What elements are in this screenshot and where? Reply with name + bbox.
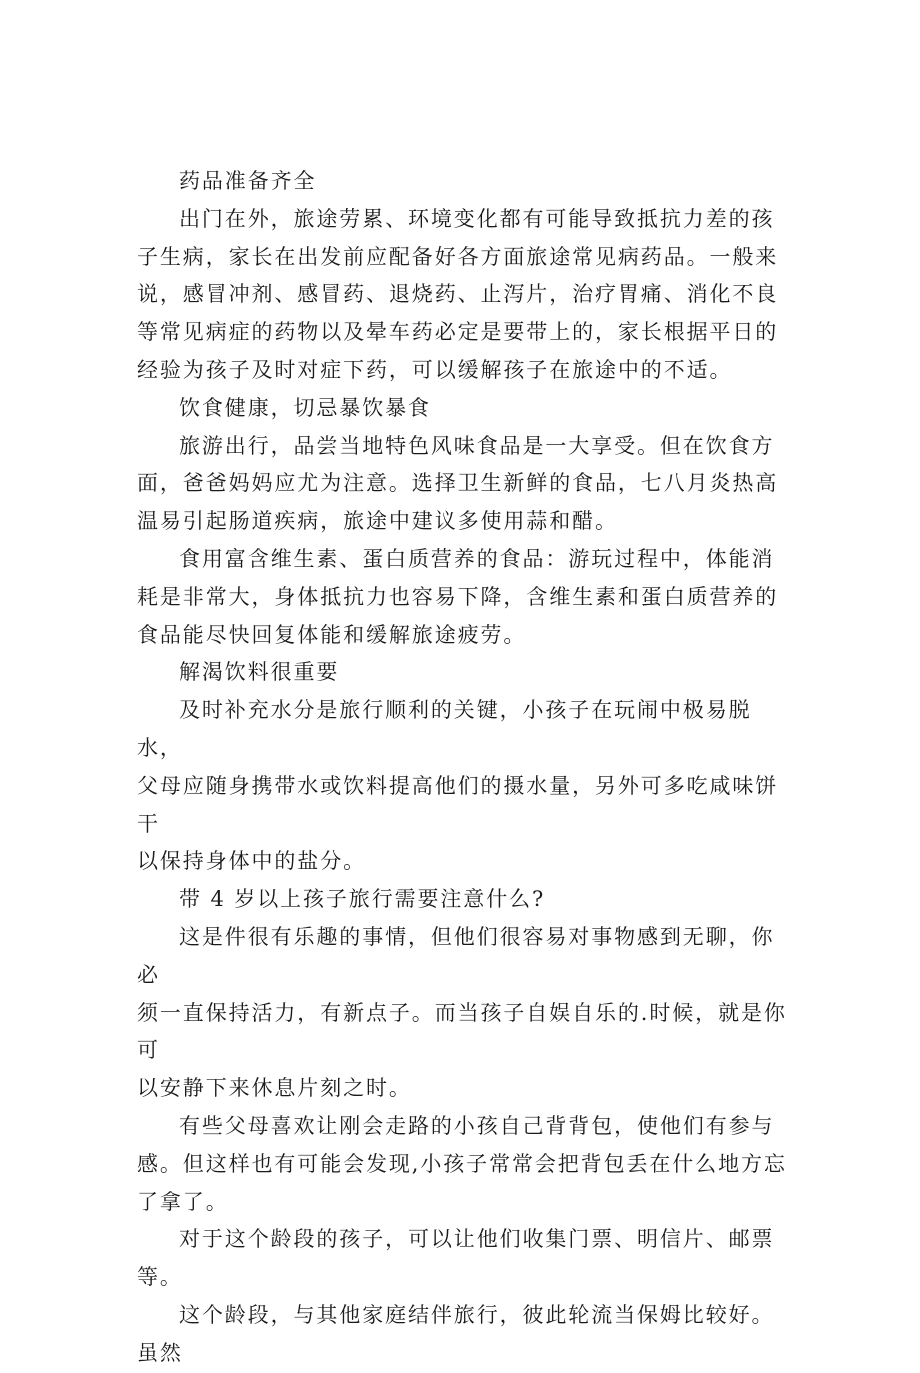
paragraph-nutrition: 食用富含维生素、蛋白质营养的食品：游玩过程中，体能消耗是非常大，身体抵抗力也容易下降，含维生素和蛋白质营养的食品能尽快回复体能和缓解旅途疲劳。 bbox=[137, 546, 779, 647]
heading-diet: 饮食健康，切忌暴饮暴食 bbox=[179, 395, 431, 420]
paragraph-medicine: 出门在外，旅途劳累、环境变化都有可能导致抵抗力差的孩子生病，家长在出发前应配备好各方面旅途常见病药品。一般来说，感冒冲剂、感冒药、退烧药、止泻片，治疗胃痛、消化不良等常见病症的药物以及晕车药必定是要带上的，家长根据平日的经验为孩子及时对症下药，可以缓解孩子在旅途中的不适。 bbox=[137, 206, 779, 382]
paragraph-backpack: 有些父母喜欢让刚会走路的小孩自己背背包，使他们有参与感。但这样也有可能会发现,小孩子常常会把背包丢在什么地方忘了拿了。 bbox=[137, 1113, 787, 1214]
paragraph-drinks: 及时补充水分是旅行顺利的关键，小孩子在玩闹中极易脱水， 父母应随身携带水或饮料提高他们的摄水量，另外可多吃咸味饼干 以保持身体中的盐分。 bbox=[137, 698, 779, 874]
paragraph-fun: 这是件很有乐趣的事情，但他们很容易对事物感到无聊，你必 须一直保持活力，有新点子。而当孩子自娱自乐的.时候，就是你可 以安静下来休息片刻之时。 bbox=[137, 924, 787, 1101]
paragraph-diet: 旅游出行，品尝当地特色风味食品是一大享受。但在饮食方面，爸爸妈妈应尤为注意。选择卫生新鲜的食品，七八月炎热高温易引起肠道疾病，旅途中建议多使用蒜和醋。 bbox=[137, 433, 779, 534]
heading-four-years: 带 4 岁以上孩子旅行需要注意什么? bbox=[179, 887, 546, 912]
paragraph-travel-together: 这个龄段，与其他家庭结伴旅行，彼此轮流当保姆比较好。虽然 bbox=[137, 1302, 775, 1365]
document-body bbox=[137, 163, 787, 1373]
paragraph-collect: 对于这个龄段的孩子，可以让他们收集门票、明信片、邮票等。 bbox=[137, 1227, 775, 1290]
heading-medicine: 药品准备齐全 bbox=[179, 169, 317, 193]
heading-drinks: 解渴饮料很重要 bbox=[179, 660, 340, 685]
